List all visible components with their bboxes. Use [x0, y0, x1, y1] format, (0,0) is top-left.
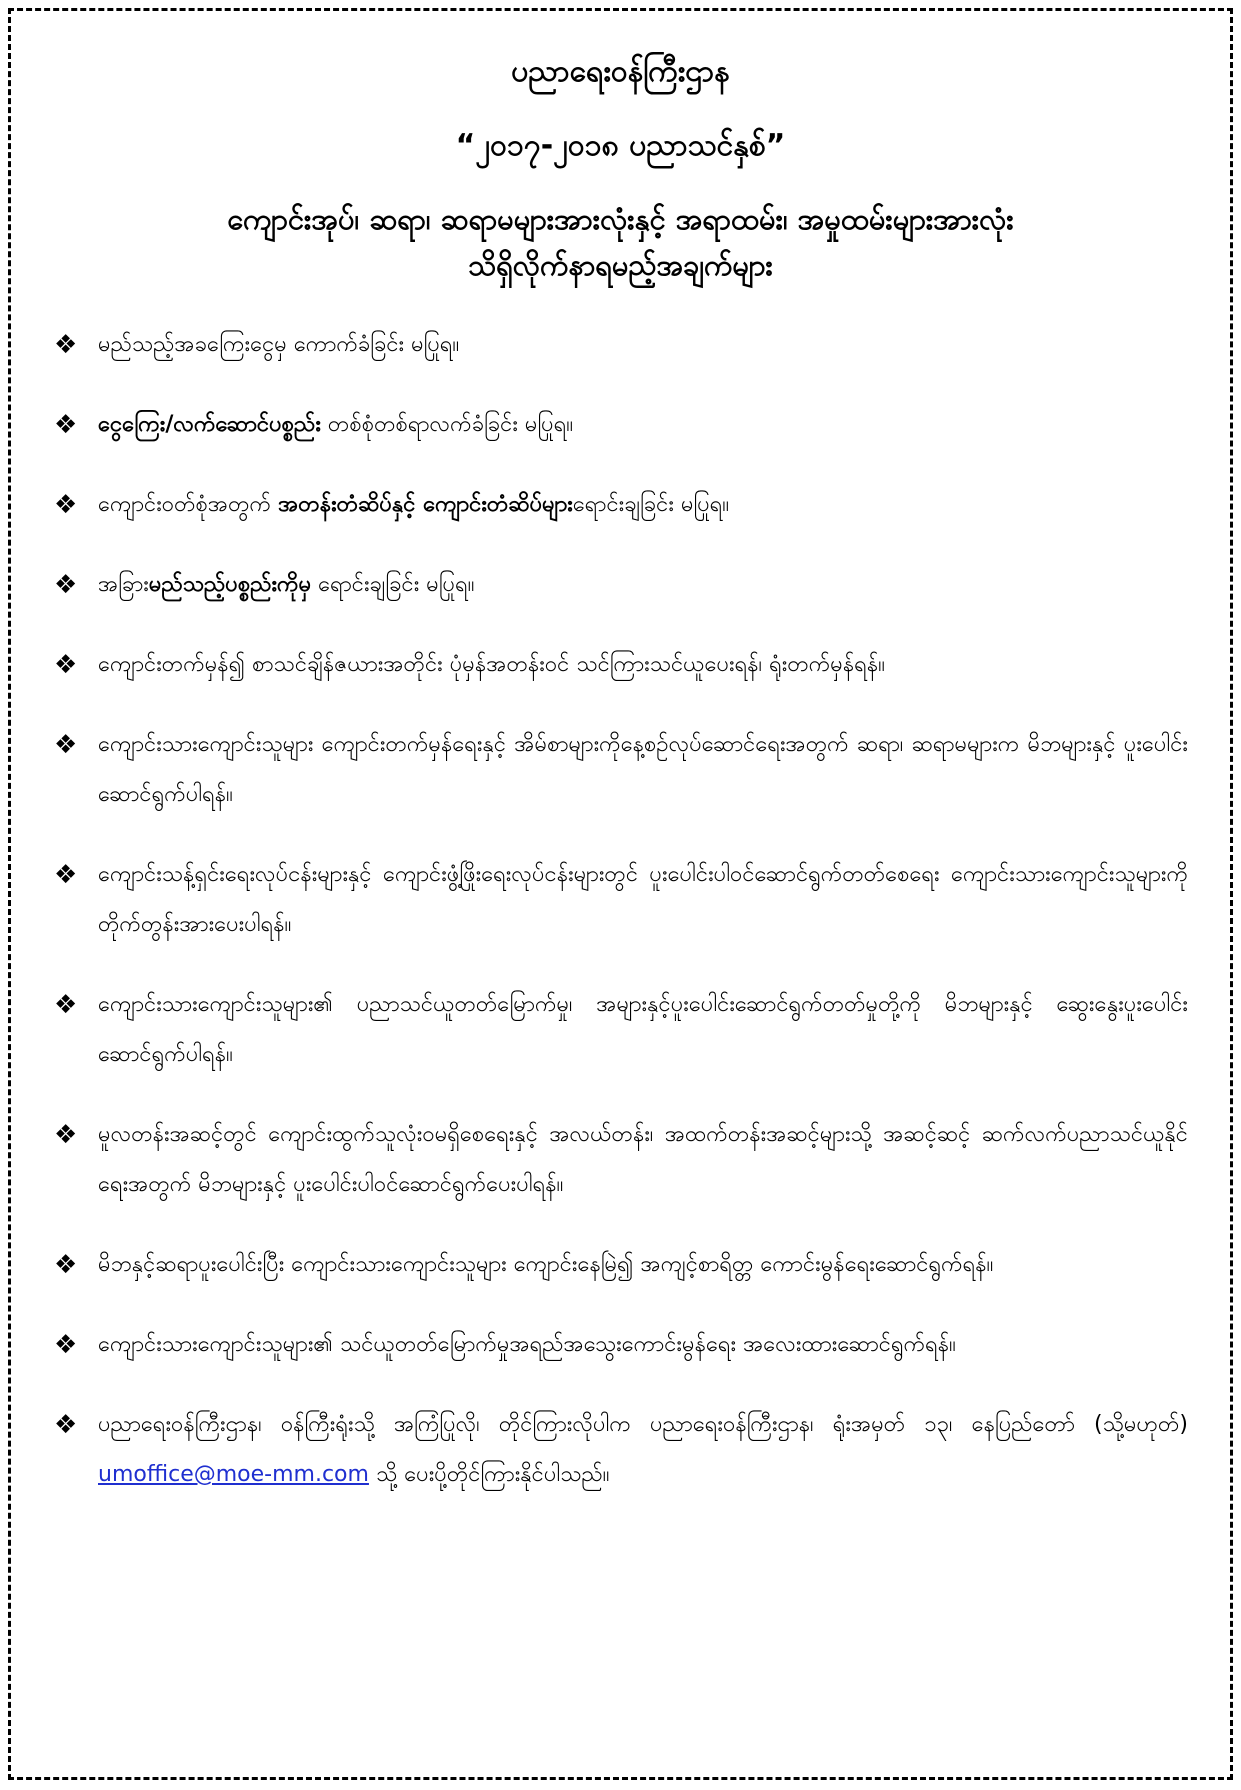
item-text: ရောင်းချခြင်း မပြုရ။: [572, 492, 730, 517]
item-bold-text: မည်သည့်ပစ္စည်းကိုမှ: [148, 572, 312, 597]
notice-header: [60, 48, 1181, 288]
rules-list: [54, 320, 1188, 1530]
list-item: [54, 1320, 1188, 1370]
item-text: ပညာရေးဝန်ကြီးဌာန၊ ဝန်ကြီးရုံးသို့ အကြံပြုလို၊ တိုင်ကြားလိုပါက ပညာရေးဝန်ကြီးဌာန၊ ရုံးအမှတ် ၁၃၊ နေပြည်တော် (သို့မဟုတ်): [98, 1412, 1188, 1437]
diamond-bullet-icon: ❖: [54, 990, 78, 1020]
diamond-bullet-icon: ❖: [54, 570, 78, 600]
list-item: [54, 1240, 1188, 1290]
ministry-title: ပညာရေးဝန်ကြီးဌာန: [511, 54, 730, 89]
diamond-bullet-icon: ❖: [54, 860, 78, 890]
item-text: အခြား: [98, 572, 149, 597]
diamond-bullet-icon: ❖: [54, 1330, 78, 1360]
item-text: ကျောင်းသန့်ရှင်းရေးလုပ်ငန်းများနှင့် ကျောင်းဖွံ့ဖြိုးရေးလုပ်ငန်းများတွင် ပူးပေါင်းပါဝင်ဆောင်ရွက်တတ်စေရေး ကျောင်းသားကျောင်းသူများကို တိုက်တွန်းအားပေးပါရန်။: [98, 862, 1188, 937]
item-text: တစ်စုံတစ်ရာလက်ခံခြင်း မပြုရ။: [320, 412, 574, 437]
item-bold-text: အတန်းတံဆိပ်နှင့် ကျောင်းတံဆိပ်များ: [278, 492, 573, 517]
diamond-bullet-icon: ❖: [54, 1410, 78, 1440]
diamond-bullet-icon: ❖: [54, 1250, 78, 1280]
audience-heading-line-1: ကျောင်းအုပ်၊ ဆရာ၊ ဆရာမများအားလုံးနှင့် အရာထမ်း၊ အမှုထမ်းများအားလုံး: [227, 202, 1014, 236]
item-text: မူလတန်းအဆင့်တွင် ကျောင်းထွက်သူလုံးဝမရှိစေရေးနှင့် အလယ်တန်း၊ အထက်တန်းအဆင့်များသို့ အဆင့်ဆင့် ဆက်လက်ပညာသင်ယူနိုင်ရေးအတွက် မိဘများနှင့် ပူးပေါင်းပါဝင်ဆောင်ရွက်ပေးပါရန်။: [98, 1122, 1188, 1197]
list-item: [54, 640, 1188, 690]
item-text: သို့ ပေးပို့တိုင်ကြားနိုင်ပါသည်။: [368, 1462, 610, 1487]
list-item: [54, 320, 1188, 370]
item-text: ကျောင်းဝတ်စုံအတွက်: [98, 492, 279, 517]
item-text: ကျောင်းသားကျောင်းသူများ၏ သင်ယူတတ်မြောက်မှုအရည်အသွေးကောင်းမွန်ရေး အလေးထားဆောင်ရွက်ရန်။: [98, 1332, 956, 1357]
diamond-bullet-icon: ❖: [54, 650, 78, 680]
diamond-bullet-icon: ❖: [54, 490, 78, 520]
item-text: ရောင်းချခြင်း မပြုရ။: [311, 572, 475, 597]
item-text: ကျောင်းသားကျောင်းသူများ၏ ပညာသင်ယူတတ်မြောက်မှု၊ အများနှင့်ပူးပေါင်းဆောင်ရွက်တတ်မှုတို့ကို မိဘများနှင့် ဆွေးနွေးပူးပေါင်းဆောင်ရွက်ပါရန်။: [98, 992, 1188, 1067]
list-item: [54, 560, 1188, 610]
list-item: [54, 400, 1188, 450]
diamond-bullet-icon: ❖: [54, 1120, 78, 1150]
list-item: [54, 850, 1188, 950]
academic-year-title: “၂၀၁၇-၂၀၁၈ ပညာသင်နှစ်”: [455, 128, 786, 163]
list-item: [54, 980, 1188, 1080]
diamond-bullet-icon: ❖: [54, 330, 78, 360]
item-text: ကျောင်းသားကျောင်းသူများ ကျောင်းတက်မှန်ရေးနှင့် အိမ်စာများကိုနေ့စဉ်လုပ်ဆောင်ရေးအတွက် ဆရာ၊ ဆရာမများက မိဘများနှင့် ပူးပေါင်းဆောင်ရွက်ပါရန်။: [98, 732, 1188, 807]
item-text: မည်သည့်အခကြေးငွေမှ ကောက်ခံခြင်း မပြုရ။: [98, 332, 460, 357]
contact-email-link[interactable]: umoffice@moe-mm.com: [98, 1462, 369, 1487]
list-item: [54, 720, 1188, 820]
item-text: မိဘနှင့်ဆရာပူးပေါင်းပြီး ကျောင်းသားကျောင်းသူများ ကျောင်းနေမြဲ၍ အကျင့်စာရိတ္တ ကောင်းမွန်ရေးဆောင်ရွက်ရန်။: [98, 1252, 994, 1277]
list-item: [54, 1110, 1188, 1210]
item-text: ကျောင်းတက်မှန်၍ စာသင်ချိန်ဇယားအတိုင်း ပုံမှန်အတန်းဝင် သင်ကြားသင်ယူပေးရန်၊ ရုံးတက်မှန်ရန်။: [98, 652, 885, 677]
audience-heading-line-2: သိရှိလိုက်နာရမည့်အချက်များ: [468, 248, 773, 282]
diamond-bullet-icon: ❖: [54, 410, 78, 440]
list-item: [54, 1400, 1188, 1500]
diamond-bullet-icon: ❖: [54, 730, 78, 760]
list-item: [54, 480, 1188, 530]
item-bold-text: ငွေကြေး/လက်ဆောင်ပစ္စည်း: [98, 412, 321, 437]
